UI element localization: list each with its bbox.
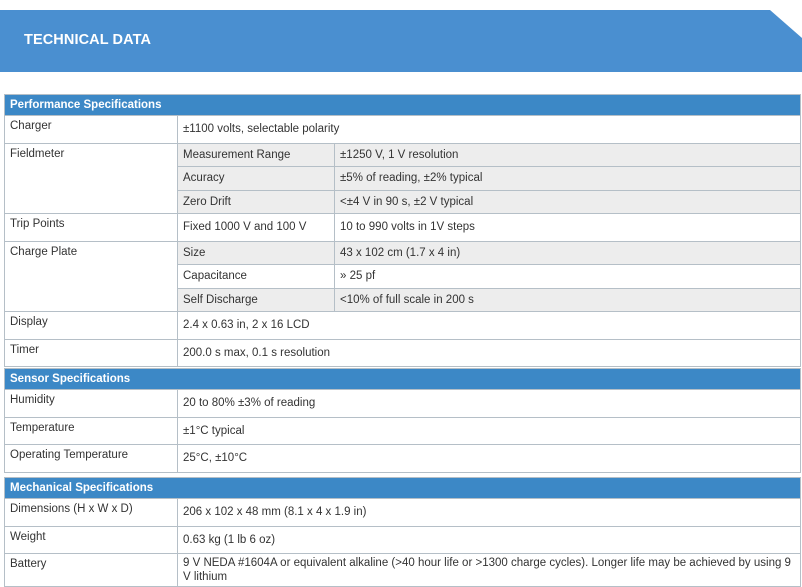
table-row — [5, 116, 801, 144]
sensor-specifications-table — [4, 368, 801, 473]
table-row — [5, 554, 801, 587]
battery-label: Battery — [5, 554, 178, 587]
table-row — [5, 390, 801, 418]
banner-title: TECHNICAL DATA — [24, 32, 152, 48]
weight-value: 0.63 kg (1 lb 6 oz) — [178, 526, 801, 554]
capacitance-label: Capacitance — [178, 265, 335, 289]
size-label: Size — [178, 241, 335, 265]
temperature-label: Temperature — [5, 417, 178, 445]
timer-value: 200.0 s max, 0.1 s resolution — [178, 339, 801, 367]
sensor-header-row — [5, 369, 801, 390]
zero-drift-label: Zero Drift — [178, 190, 335, 214]
accuracy-value: ±5% of reading, ±2% typical — [335, 167, 801, 191]
trip-points-name: Fixed 1000 V and 100 V — [178, 214, 335, 242]
dimensions-label: Dimensions (H x W x D) — [5, 499, 178, 527]
measurement-range-label: Measurement Range — [178, 143, 335, 167]
temperature-value: ±1°C typical — [178, 417, 801, 445]
fieldmeter-label: Fieldmeter — [5, 143, 178, 214]
display-label: Display — [5, 312, 178, 340]
measurement-range-value: ±1250 V, 1 V resolution — [335, 143, 801, 167]
table-row — [5, 445, 801, 473]
accuracy-label: Acuracy — [178, 167, 335, 191]
size-value: 43 x 102 cm (1.7 x 4 in) — [335, 241, 801, 265]
weight-label: Weight — [5, 526, 178, 554]
technical-data-banner — [0, 10, 802, 72]
operating-temperature-value: 25°C, ±10°C — [178, 445, 801, 473]
mechanical-header: Mechanical Specifications — [5, 478, 801, 499]
timer-label: Timer — [5, 339, 178, 367]
table-row — [5, 241, 801, 265]
zero-drift-value: <±4 V in 90 s, ±2 V typical — [335, 190, 801, 214]
table-row — [5, 339, 801, 367]
trip-points-label: Trip Points — [5, 214, 178, 242]
humidity-value: 20 to 80% ±3% of reading — [178, 390, 801, 418]
table-row — [5, 214, 801, 242]
dimensions-value: 206 x 102 x 48 mm (8.1 x 4 x 1.9 in) — [178, 499, 801, 527]
self-discharge-label: Self Discharge — [178, 288, 335, 312]
performance-header-row — [5, 95, 801, 116]
charger-value: ±1100 volts, selectable polarity — [178, 116, 801, 144]
humidity-label: Humidity — [5, 390, 178, 418]
table-row — [5, 143, 801, 167]
trip-points-value: 10 to 990 volts in 1V steps — [335, 214, 801, 242]
self-discharge-value: <10% of full scale in 200 s — [335, 288, 801, 312]
capacitance-value: » 25 pf — [335, 265, 801, 289]
performance-specifications-table — [4, 94, 801, 367]
battery-value: 9 V NEDA #1604A or equivalent alkaline (>40 hour life or >1300 charge cycles). Longer life may be achieved by using 9 V lithium — [178, 554, 801, 587]
charge-plate-label: Charge Plate — [5, 241, 178, 312]
performance-header: Performance Specifications — [5, 95, 801, 116]
operating-temperature-label: Operating Temperature — [5, 445, 178, 473]
table-row — [5, 499, 801, 527]
charger-label: Charger — [5, 116, 178, 144]
mechanical-header-row — [5, 478, 801, 499]
display-value: 2.4 x 0.63 in, 2 x 16 LCD — [178, 312, 801, 340]
mechanical-specifications-table — [4, 477, 801, 587]
table-row — [5, 526, 801, 554]
table-row — [5, 417, 801, 445]
sensor-header: Sensor Specifications — [5, 369, 801, 390]
table-row — [5, 312, 801, 340]
